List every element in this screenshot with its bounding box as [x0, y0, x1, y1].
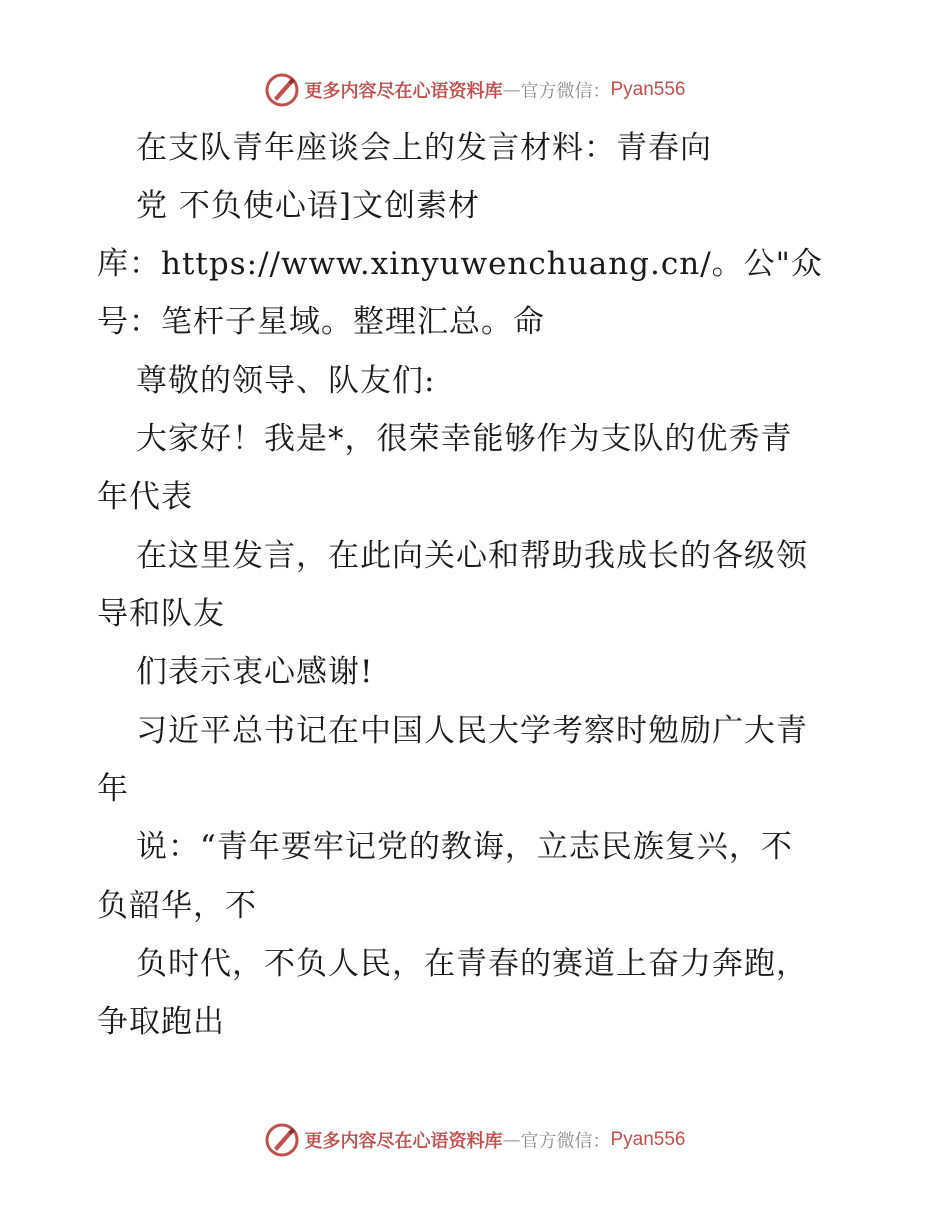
text-line: 争取跑出 [97, 1004, 225, 1040]
header-wechat-label: 官方微信： [520, 81, 611, 102]
footer-wechat-id: Pyan556 [610, 1129, 686, 1150]
header-banner [0, 68, 950, 112]
text-line: 号：笔杆子星域。整理汇总。命 [97, 304, 545, 340]
pen-logo-icon [264, 1122, 300, 1158]
text-line: 在这里发言，在此向关心和帮助我成长的各级领 [136, 538, 808, 574]
header-site-text: 更多内容尽在心语资料库 [304, 81, 503, 102]
text-line: 负时代，不负人民，在青春的赛道上奋力奔跑， [136, 946, 808, 982]
text-line: 大家好！我是*，很荣幸能够作为支队的优秀青 [136, 421, 793, 457]
footer-wechat-label: 官方微信： [520, 1131, 611, 1152]
text-line: 尊敬的领导、队友们: [136, 363, 436, 399]
pen-logo-icon [264, 72, 300, 108]
text-line: 导和队友 [97, 596, 225, 632]
footer-banner [0, 1118, 950, 1162]
text-line: 习近平总书记在中国人民大学考察时勉励广大青 [136, 713, 808, 749]
text-line: 在支队青年座谈会上的发言材料：青春向 [136, 130, 712, 166]
text-line: 们表示衷心感谢! [136, 654, 374, 690]
footer-site-text: 更多内容尽在心语资料库 [304, 1131, 503, 1152]
header-wechat-id: Pyan556 [610, 79, 686, 100]
header-dash: — [502, 79, 521, 101]
footer-dash: — [502, 1129, 521, 1151]
text-line: 年 [97, 771, 129, 807]
text-line: 年代表 [97, 479, 193, 515]
text-line: 库：https://www.xinyuwenchuang.cn/。公"众 [97, 246, 823, 282]
text-line: 党 不负使心语]文创素材 [136, 188, 480, 224]
text-line: 负韶华，不 [97, 888, 257, 924]
text-line: 说：“青年要牢记党的教诲，立志民族复兴，不 [136, 829, 793, 865]
